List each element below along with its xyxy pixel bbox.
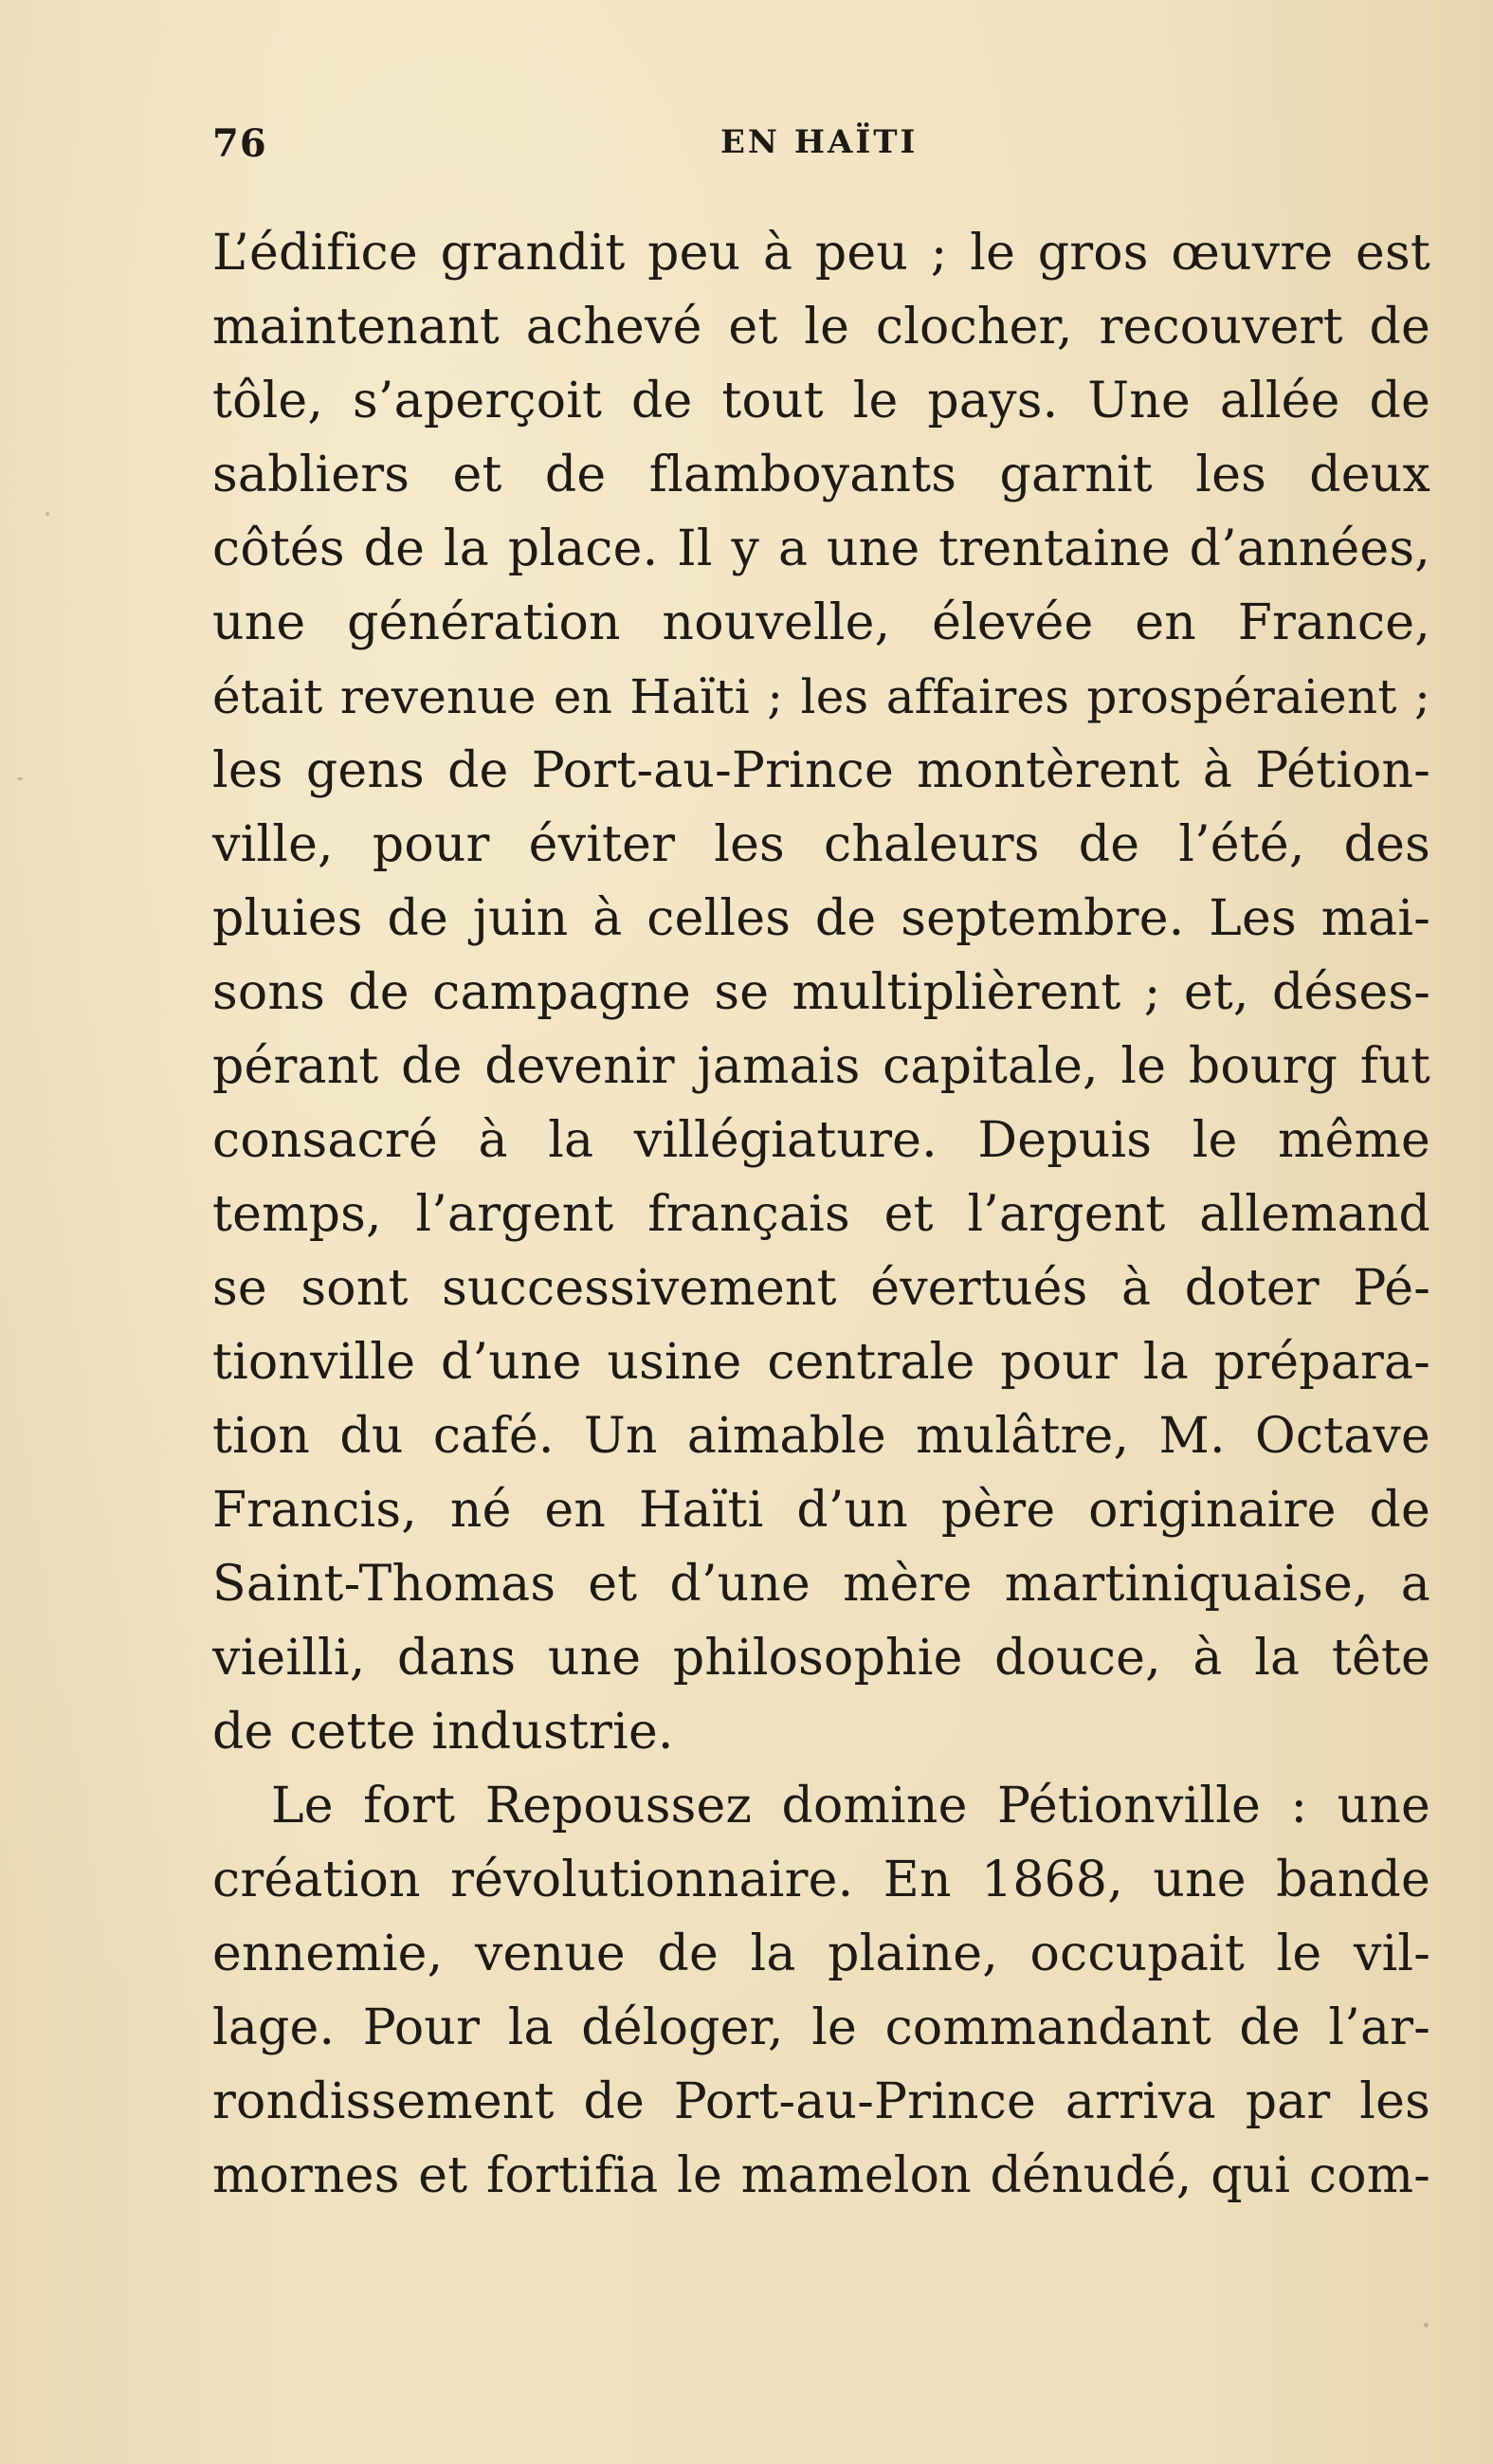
text-line: sons de campagne se multiplièrent ; et, déses- — [212, 964, 1430, 1021]
paragraph-1 — [212, 216, 1430, 1769]
text-line: sabliers et de flamboyants garnit les deux — [212, 447, 1430, 503]
text-line: création révolutionnaire. En 1868, une bande — [212, 1852, 1430, 1908]
paper-speck — [1424, 2323, 1429, 2327]
text-line: consacré à la villégiature. Depuis le même — [212, 1112, 1430, 1169]
paragraph-2 — [212, 1769, 1430, 2213]
text-line: maintenant achevé et le clocher, recouvert de — [212, 299, 1430, 356]
text-line: côtés de la place. Il y a une trentaine d’années, — [212, 520, 1430, 577]
text-line: se sont successivement évertués à doter Pé- — [212, 1260, 1430, 1317]
text-line: lage. Pour la déloger, le commandant de l’ar- — [212, 1999, 1430, 2056]
text-line: une génération nouvelle, élevée en France, — [212, 594, 1430, 651]
text-line: était revenue en Haïti ; les affaires prospéraient ; — [212, 669, 1430, 724]
text-line: Le fort Repoussez domine Pétionville : une — [271, 1778, 1430, 1834]
text-line: les gens de Port-au-Prince montèrent à Pétion- — [212, 742, 1430, 799]
page-number: 76 — [212, 121, 267, 166]
paper-speck — [17, 777, 23, 780]
running-head — [212, 121, 1430, 178]
text-line: vieilli, dans une philosophie douce, à la tête — [212, 1630, 1430, 1687]
text-line: L’édifice grandit peu à peu ; le gros œuvre est — [212, 225, 1430, 282]
text-line: ennemie, venue de la plaine, occupait le vil- — [212, 1926, 1430, 1982]
text-line: temps, l’argent français et l’argent allemand — [212, 1186, 1430, 1243]
text-line: tion du café. Un aimable mulâtre, M. Octave — [212, 1408, 1430, 1465]
text-line: pérant de devenir jamais capitale, le bourg fut — [212, 1038, 1430, 1095]
text-line: pluies de juin à celles de septembre. Les mai- — [212, 890, 1430, 947]
text-line: mornes et fortifia le mamelon dénudé, qui com- — [212, 2147, 1430, 2204]
text-line: tionville d’une usine centrale pour la prépara- — [212, 1334, 1430, 1391]
text-line: Saint-Thomas et d’une mère martiniquaise, a — [212, 1556, 1430, 1613]
text-line: rondissement de Port-au-Prince arriva par les — [212, 2073, 1430, 2130]
body-text — [212, 216, 1430, 2213]
text-line: ville, pour éviter les chaleurs de l’été, des — [212, 816, 1430, 873]
text-line: de cette industrie. — [212, 1704, 674, 1761]
paper-speck — [46, 512, 49, 516]
running-title: EN HAÏTI — [720, 123, 919, 161]
text-line: tôle, s’aperçoit de tout le pays. Une allée de — [212, 373, 1430, 429]
text-line: Francis, né en Haïti d’un père originaire de — [212, 1482, 1430, 1539]
